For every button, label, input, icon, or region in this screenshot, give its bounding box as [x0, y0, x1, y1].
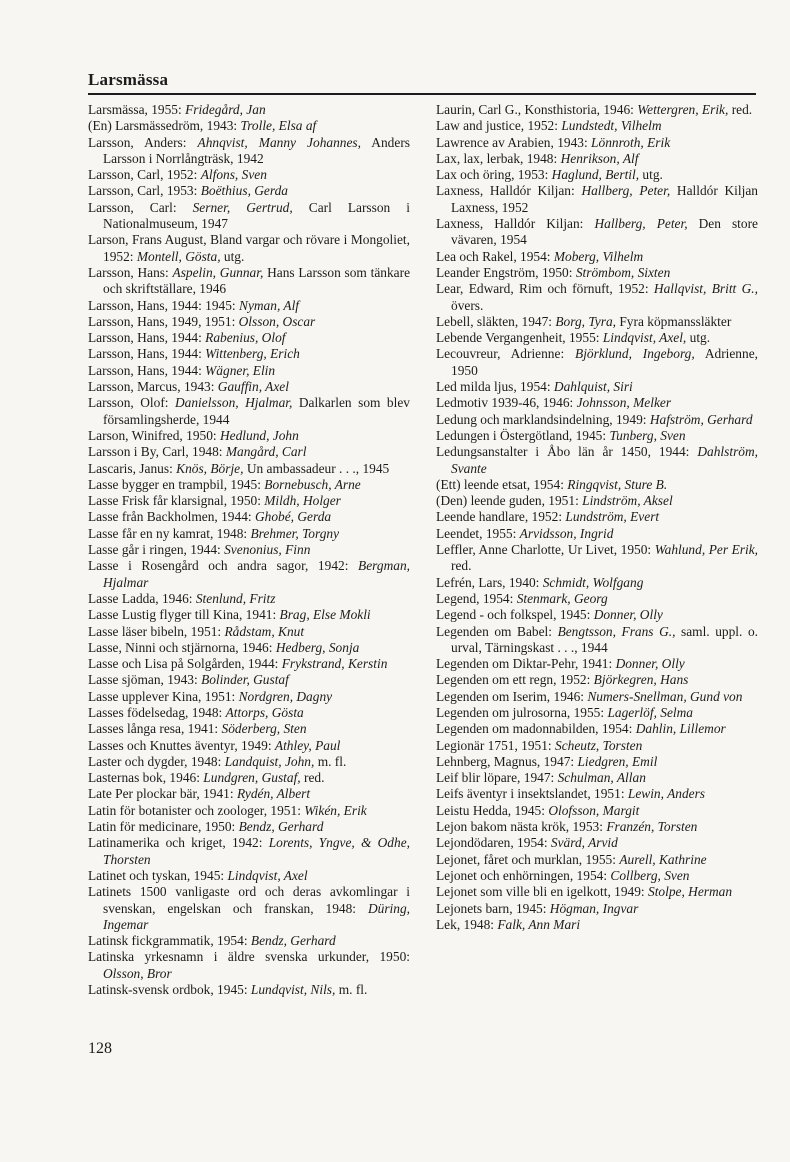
entry-author: Wettergren, Erik,	[637, 102, 729, 117]
index-entry	[436, 624, 758, 657]
entry-title: Legenden om julrosorna, 1955:	[436, 704, 608, 720]
entry-author: Söderberg, Sten	[221, 721, 307, 737]
index-entry	[88, 721, 410, 737]
entry-title: Laxness, Halldór Kiljan:	[436, 216, 595, 232]
index-entry	[436, 477, 758, 493]
entry-title: Larsson, Hans, 1949, 1951:	[88, 313, 239, 329]
index-entry	[88, 102, 410, 118]
entry-note: Adrienne, 1950	[451, 346, 758, 378]
entry-title: (En) Larsmässedröm, 1943:	[88, 118, 241, 134]
entry-author: Düring, Ingemar	[103, 900, 410, 932]
entry-note: övers.	[451, 297, 484, 313]
entry-title: Latinet och tyskan, 1945:	[88, 867, 228, 883]
index-entry	[436, 281, 758, 314]
entry-title: Laxness, Halldór Kiljan:	[436, 183, 582, 199]
entry-author: Lundgren, Gustaf,	[203, 770, 301, 786]
index-entry	[88, 444, 410, 460]
entry-title: Latinsk fickgrammatik, 1954:	[88, 933, 251, 949]
index-entry	[436, 738, 758, 754]
entry-note: m. fl.	[314, 753, 347, 769]
entry-author: Ahnqvist, Manny Johannes,	[197, 134, 361, 150]
entry-title: Lax och öring, 1953:	[436, 167, 552, 183]
index-entry	[436, 346, 758, 379]
entry-author: Lönnroth, Erik	[591, 134, 671, 150]
entry-author: Bolinder, Gustaf	[201, 672, 289, 688]
entry-title: Lasses och Knuttes äventyr, 1949:	[88, 737, 275, 753]
index-entry	[88, 428, 410, 444]
entry-author: Trolle, Elsa af	[240, 118, 317, 134]
entry-title: Lear, Edward, Rim och förnuft, 1952:	[436, 281, 654, 297]
index-entry	[88, 477, 410, 493]
index-entry	[436, 509, 758, 525]
entry-title: Lasse läser bibeln, 1951:	[88, 623, 225, 639]
entry-author: Landquist, John,	[224, 753, 315, 769]
index-entry	[436, 379, 758, 395]
entry-title: Larsson, Hans, 1944:	[88, 330, 206, 346]
index-entry	[88, 558, 410, 591]
entry-author: Björklund, Ingeborg,	[575, 346, 695, 362]
entry-title: Legenden om Babel:	[436, 623, 558, 639]
index-entry	[436, 216, 758, 249]
index-entry	[88, 819, 410, 835]
entry-title: Lejonets barn, 1945:	[436, 900, 550, 916]
entry-note: Anders Larsson i Norrlångträsk, 1942	[103, 134, 410, 166]
entry-title: Lasse Lustig flyger till Kina, 1941:	[88, 607, 280, 623]
index-entry	[88, 232, 410, 265]
entry-author: Haglund, Bertil,	[551, 167, 640, 183]
entry-note: red.	[451, 558, 472, 574]
entry-author: Aspelin, Gunnar,	[172, 264, 264, 280]
entry-author: Wägner, Elin	[205, 362, 276, 378]
index-entry	[88, 786, 410, 802]
index-entry	[88, 200, 410, 233]
entry-title: Lasse får en ny kamrat, 1948:	[88, 525, 251, 541]
index-entry	[88, 346, 410, 362]
entry-note: utg.	[686, 330, 711, 346]
entry-title: Latin för medicinare, 1950:	[88, 819, 239, 835]
entry-author: Falk, Ann Mari	[497, 916, 581, 932]
index-entry	[436, 428, 758, 444]
entry-title: Legionär 1751, 1951:	[436, 737, 556, 753]
entry-author: Boëthius, Gerda	[200, 183, 288, 199]
index-entry	[88, 770, 410, 786]
index-entry	[436, 265, 758, 281]
index-entry	[436, 901, 758, 917]
entry-title: Lasse går i ringen, 1944:	[88, 542, 225, 558]
entry-title: Latinsk-svensk ordbok, 1945:	[88, 982, 251, 998]
entry-title: Larsson, Marcus, 1943:	[88, 379, 218, 395]
entry-author: Wikén, Erik	[304, 802, 367, 818]
entry-title: (Den) leende guden, 1951:	[436, 493, 583, 509]
entry-author: Lundqvist, Nils,	[250, 982, 336, 998]
index-entry	[436, 444, 758, 477]
index-entry	[88, 949, 410, 982]
index-entry	[88, 591, 410, 607]
entry-title: Lebende Vergangenheit, 1955:	[436, 330, 603, 346]
index-entry	[436, 786, 758, 802]
entry-author: Henrikson, Alf	[560, 150, 639, 166]
index-entry	[88, 314, 410, 330]
index-entry	[88, 672, 410, 688]
entry-author: Hallberg, Peter,	[581, 183, 671, 199]
index-entry	[88, 640, 410, 656]
entry-title: Ledung och marklandsindelning, 1949:	[436, 411, 650, 427]
entry-author: Schulman, Allan	[557, 770, 646, 786]
entry-author: Lorents, Yngve, & Odhe, Thorsten	[103, 835, 410, 867]
entry-title: Ledungen i Östergötland, 1945:	[436, 427, 610, 443]
entry-author: Olsson, Oscar	[238, 313, 316, 329]
entry-title: Leif blir löpare, 1947:	[436, 770, 558, 786]
index-column-left	[88, 102, 410, 998]
entry-author: Strömbom, Sixten	[575, 264, 671, 280]
index-entry	[88, 705, 410, 721]
index-entry	[436, 591, 758, 607]
entry-title: Lefrén, Lars, 1940:	[436, 574, 543, 590]
entry-title: Ledmotiv 1939-46, 1946:	[436, 395, 577, 411]
entry-title: Late Per plockar bär, 1941:	[88, 786, 237, 802]
index-entry	[88, 183, 410, 199]
entry-title: Lasse från Backholmen, 1944:	[88, 509, 255, 525]
entry-title: Leendet, 1955:	[436, 525, 520, 541]
index-entry	[436, 852, 758, 868]
entry-title: Larsson i By, Carl, 1948:	[88, 444, 226, 460]
entry-title: Legenden om ett regn, 1952:	[436, 672, 594, 688]
entry-title: Lecouvreur, Adrienne:	[436, 346, 576, 362]
entry-title: Lebell, släkten, 1947:	[436, 313, 556, 329]
entry-author: Rydén, Albert	[236, 786, 311, 802]
entry-author: Bergman, Hjalmar	[103, 558, 410, 590]
index-entry	[436, 607, 758, 623]
entry-author: Moberg, Vilhelm	[553, 248, 644, 264]
index-entry	[88, 754, 410, 770]
entry-title: Larsson, Hans, 1944:	[88, 362, 206, 378]
entry-title: Lejon bakom nästa krök, 1953:	[436, 819, 607, 835]
entry-title: Leende handlare, 1952:	[436, 509, 566, 525]
index-entry	[436, 868, 758, 884]
entry-author: Nordgren, Dagny	[238, 688, 333, 704]
entry-title: (Ett) leende etsat, 1954:	[436, 476, 568, 492]
index-entry	[88, 624, 410, 640]
index-entry	[436, 705, 758, 721]
entry-author: Brehmer, Torgny	[250, 525, 340, 541]
entry-title: Larsson, Carl, 1952:	[88, 167, 201, 183]
entry-author: Svenonius, Finn	[224, 542, 311, 558]
entry-author: Rådstam, Knut	[224, 623, 305, 639]
entry-note: Den store vävaren, 1954	[451, 216, 758, 248]
entry-note: red.	[300, 770, 325, 786]
entry-author: Athley, Paul	[274, 737, 341, 753]
entry-title: Laster och dygder, 1948:	[88, 753, 225, 769]
entry-title: Lasses födelsedag, 1948:	[88, 704, 226, 720]
index-entry	[88, 363, 410, 379]
entry-title: Lek, 1948:	[436, 916, 498, 932]
entry-title: Legend - och folkspel, 1945:	[436, 607, 594, 623]
entry-title: Leistu Hedda, 1945:	[436, 802, 549, 818]
entry-title: Lasse Frisk får klarsignal, 1950:	[88, 493, 265, 509]
entry-title: Lejonet och enhörningen, 1954:	[436, 867, 611, 883]
entry-author: Lindström, Aksel	[582, 493, 673, 509]
index-entry	[436, 917, 758, 933]
entry-author: Lewin, Anders	[627, 786, 706, 802]
entry-author: Wahlund, Per Erik,	[654, 542, 759, 558]
entry-title: Leffler, Anne Charlotte, Ur Livet, 1950:	[436, 542, 655, 558]
entry-author: Lundström, Evert	[565, 509, 660, 525]
index-entry	[88, 493, 410, 509]
entry-author: Bendz, Gerhard	[238, 819, 324, 835]
index-entry	[436, 526, 758, 542]
running-head: Larsmässa	[88, 70, 169, 89]
entry-author: Stenmark, Georg	[516, 590, 608, 606]
entry-author: Ghobé, Gerda	[254, 509, 332, 525]
index-entry	[436, 803, 758, 819]
entry-title: Lasses långa resa, 1941:	[88, 721, 222, 737]
entry-title: Larsmässa, 1955:	[88, 102, 186, 117]
entry-author: Frykstrand, Kerstin	[281, 656, 388, 672]
entry-note: m. fl.	[335, 982, 368, 998]
entry-title: Law and justice, 1952:	[436, 118, 562, 134]
entry-author: Scheutz, Torsten	[555, 737, 643, 753]
entry-author: Svärd, Arvid	[550, 835, 618, 851]
index-entry	[436, 314, 758, 330]
entry-title: Lasse i Rosengård och andra sagor, 1942:	[88, 558, 359, 574]
entry-title: Lasse sjöman, 1943:	[88, 672, 202, 688]
entry-note: saml. uppl. o. urval, Tärningskast . . ., 1944	[451, 623, 758, 655]
entry-author: Lundstedt, Vilhelm	[561, 118, 662, 134]
entry-title: Lejonet som ville bli en igelkott, 1949:	[436, 884, 648, 900]
entry-note: Fyra köpmanssläkter	[616, 313, 732, 329]
entry-author: Bendz, Gerhard	[250, 933, 336, 949]
index-entry	[88, 835, 410, 868]
entry-title: Latinska yrkesnamn i äldre svenska urkunder, 1950:	[88, 949, 410, 965]
entry-author: Fridegård, Jan	[185, 102, 266, 117]
index-entry	[88, 656, 410, 672]
index-entry	[88, 884, 410, 933]
index-entry	[436, 754, 758, 770]
entry-author: Olofsson, Margit	[548, 802, 640, 818]
entry-author: Hafström, Gerhard	[649, 411, 753, 427]
index-entry	[88, 738, 410, 754]
entry-author: Donner, Olly	[615, 656, 685, 672]
index-entry	[436, 167, 758, 183]
entry-author: Schmidt, Wolfgang	[542, 574, 644, 590]
entry-note: utg.	[639, 167, 663, 183]
index-entry	[88, 118, 410, 134]
entry-author: Donner, Olly	[593, 607, 663, 623]
index-entry	[436, 395, 758, 411]
entry-author: Danielsson, Hjalmar,	[175, 395, 293, 411]
entry-title: Legenden om Iserim, 1946:	[436, 688, 588, 704]
index-entry	[436, 884, 758, 900]
index-entry	[88, 607, 410, 623]
entry-title: Laurin, Carl G., Konsthistoria, 1946:	[436, 102, 638, 117]
entry-author: Tunberg, Sven	[609, 427, 686, 443]
entry-title: Latin för botanister och zoologer, 1951:	[88, 802, 305, 818]
entry-note: Dalkarlen som blev församlingsherde, 1944	[103, 395, 410, 427]
entry-author: Wittenberg, Erich	[205, 346, 300, 362]
index-entry	[88, 265, 410, 298]
index-entry	[436, 542, 758, 575]
entry-title: Lax, lax, lerbak, 1948:	[436, 150, 561, 166]
entry-title: Leander Engström, 1950:	[436, 264, 576, 280]
index-entry	[88, 868, 410, 884]
entry-title: Larson, Winifred, 1950:	[88, 427, 220, 443]
entry-title: Larsson, Carl:	[88, 199, 193, 215]
entry-title: Lejonet, fåret och murklan, 1955:	[436, 851, 620, 867]
entry-author: Brag, Else Mokli	[279, 607, 371, 623]
index-entry	[436, 412, 758, 428]
entry-author: Hallberg, Peter,	[594, 216, 688, 232]
entry-title: Lejondödaren, 1954:	[436, 835, 551, 851]
index-column-right	[436, 102, 758, 933]
entry-title: Lea och Rakel, 1954:	[436, 248, 554, 264]
entry-title: Legend, 1954:	[436, 590, 517, 606]
index-entry	[88, 509, 410, 525]
entry-author: Liedgren, Emil	[577, 753, 658, 769]
index-entry	[436, 183, 758, 216]
entry-author: Björkegren, Hans	[593, 672, 689, 688]
entry-title: Lasse upplever Kina, 1951:	[88, 688, 239, 704]
entry-title: Larsson, Hans:	[88, 264, 173, 280]
entry-author: Ringqvist, Sture B.	[567, 476, 668, 492]
entry-author: Borg, Tyra,	[555, 313, 617, 329]
entry-author: Olsson, Bror	[103, 965, 172, 981]
index-entry	[88, 395, 410, 428]
entry-author: Hedlund, John	[219, 427, 299, 443]
index-entry	[436, 102, 758, 118]
entry-author: Montell, Gösta,	[136, 248, 221, 264]
entry-author: Alfons, Sven	[200, 167, 267, 183]
entry-author: Aurell, Kathrine	[619, 851, 707, 867]
entry-author: Bornebusch, Arne	[264, 476, 361, 492]
entry-author: Johnsson, Melker	[576, 395, 672, 411]
index-entry	[88, 461, 410, 477]
entry-author: Gauffin, Axel	[217, 379, 289, 395]
entry-author: Rabenius, Olof	[205, 330, 286, 346]
index-entry	[88, 933, 410, 949]
entry-note: Carl Larsson i Nationalmuseum, 1947	[103, 199, 411, 232]
index-entry	[88, 379, 410, 395]
index-entry	[436, 118, 758, 134]
entry-title: Larson, Frans August, Bland vargar och rövare i Mongoliet, 1952:	[88, 232, 410, 264]
index-entry	[88, 803, 410, 819]
entry-note: utg.	[220, 248, 245, 264]
index-entry	[436, 493, 758, 509]
entry-title: Lehnberg, Magnus, 1947:	[436, 753, 578, 769]
entry-title: Lasse och Lisa på Solgården, 1944:	[88, 656, 282, 672]
index-entry	[436, 656, 758, 672]
entry-author: Hedberg, Sonja	[275, 639, 360, 655]
index-entry	[436, 575, 758, 591]
entry-author: Arvidsson, Ingrid	[519, 525, 614, 541]
index-entry	[88, 542, 410, 558]
entry-title: Legenden om Diktar-Pehr, 1941:	[436, 656, 616, 672]
page-number: 128	[88, 1040, 112, 1057]
entry-title: Larsson, Anders:	[88, 134, 198, 150]
entry-author: Dahlquist, Siri	[553, 379, 633, 395]
entry-title: Legenden om madonnabilden, 1954:	[436, 721, 636, 737]
index-entry	[436, 819, 758, 835]
entry-note: Un ambassadeur . . ., 1945	[243, 460, 390, 476]
index-entry	[436, 672, 758, 688]
entry-author: Bengtsson, Frans G.,	[557, 623, 676, 639]
index-entry	[88, 330, 410, 346]
index-entry	[436, 151, 758, 167]
entry-title: Led milda ljus, 1954:	[436, 379, 554, 395]
entry-title: Ledungsanstalter i Åbo län år 1450, 1944:	[436, 444, 698, 460]
entry-author: Hallqvist, Britt G.,	[653, 281, 758, 297]
entry-note: Hans Larsson som tänkare och skriftställare, 1946	[103, 264, 411, 297]
entry-author: Numers-Snellman, Gund von	[587, 688, 743, 704]
entry-title: Lascaris, Janus:	[88, 460, 177, 476]
entry-title: Lasse bygger en trampbil, 1945:	[88, 476, 265, 492]
entry-author: Franzén, Torsten	[606, 819, 698, 835]
entry-title: Lasse Ladda, 1946:	[88, 590, 196, 606]
entry-author: Serner, Gertrud,	[192, 199, 293, 215]
entry-title: Lasternas bok, 1946:	[88, 770, 204, 786]
entry-author: Högman, Ingvar	[549, 900, 639, 916]
index-entry	[436, 135, 758, 151]
entry-title: Latinamerika och kriget, 1942:	[88, 835, 269, 851]
entry-author: Stenlund, Fritz	[195, 590, 276, 606]
index-entry	[88, 135, 410, 168]
entry-title: Larsson, Hans, 1944:	[88, 346, 206, 362]
index-entry	[88, 982, 410, 998]
entry-note: Halldór Kiljan Laxness, 1952	[451, 183, 758, 215]
index-entry	[436, 330, 758, 346]
entry-author: Lagerlöf, Selma	[607, 704, 693, 720]
entry-author: Dahlström, Svante	[451, 444, 758, 476]
index-entry	[88, 298, 410, 314]
entry-title: Larsson, Hans, 1944: 1945:	[88, 297, 240, 313]
entry-title: Larsson, Carl, 1953:	[88, 183, 201, 199]
entry-title: Leifs äventyr i insektslandet, 1951:	[436, 786, 628, 802]
index-entry	[88, 526, 410, 542]
entry-title: Lawrence av Arabien, 1943:	[436, 134, 592, 150]
entry-author: Lindqvist, Axel	[227, 867, 308, 883]
index-entry	[88, 167, 410, 183]
entry-note: red.	[728, 102, 753, 117]
entry-author: Lindqvist, Axel,	[602, 330, 687, 346]
index-entry	[436, 835, 758, 851]
entry-title: Latinets 1500 vanligaste ord och deras avkomlingar i svenskan, engelskan och franskan, 1948:	[88, 884, 410, 916]
header-rule	[88, 93, 756, 95]
entry-author: Knös, Börje,	[176, 460, 244, 476]
index-entry	[436, 249, 758, 265]
entry-title: Lasse, Ninni och stjärnorna, 1946:	[88, 639, 276, 655]
entry-author: Stolpe, Herman	[648, 884, 733, 900]
entry-author: Mildh, Holger	[264, 493, 341, 509]
index-entry	[436, 721, 758, 737]
entry-author: Nyman, Alf	[239, 297, 300, 313]
index-entry	[436, 770, 758, 786]
entry-author: Attorps, Gösta	[225, 704, 304, 720]
index-entry	[436, 689, 758, 705]
entry-author: Mangård, Carl	[225, 444, 307, 460]
entry-title: Larsson, Olof:	[88, 395, 175, 411]
entry-author: Collberg, Sven	[610, 867, 690, 883]
index-entry	[88, 689, 410, 705]
entry-author: Dahlin, Lillemor	[635, 721, 726, 737]
